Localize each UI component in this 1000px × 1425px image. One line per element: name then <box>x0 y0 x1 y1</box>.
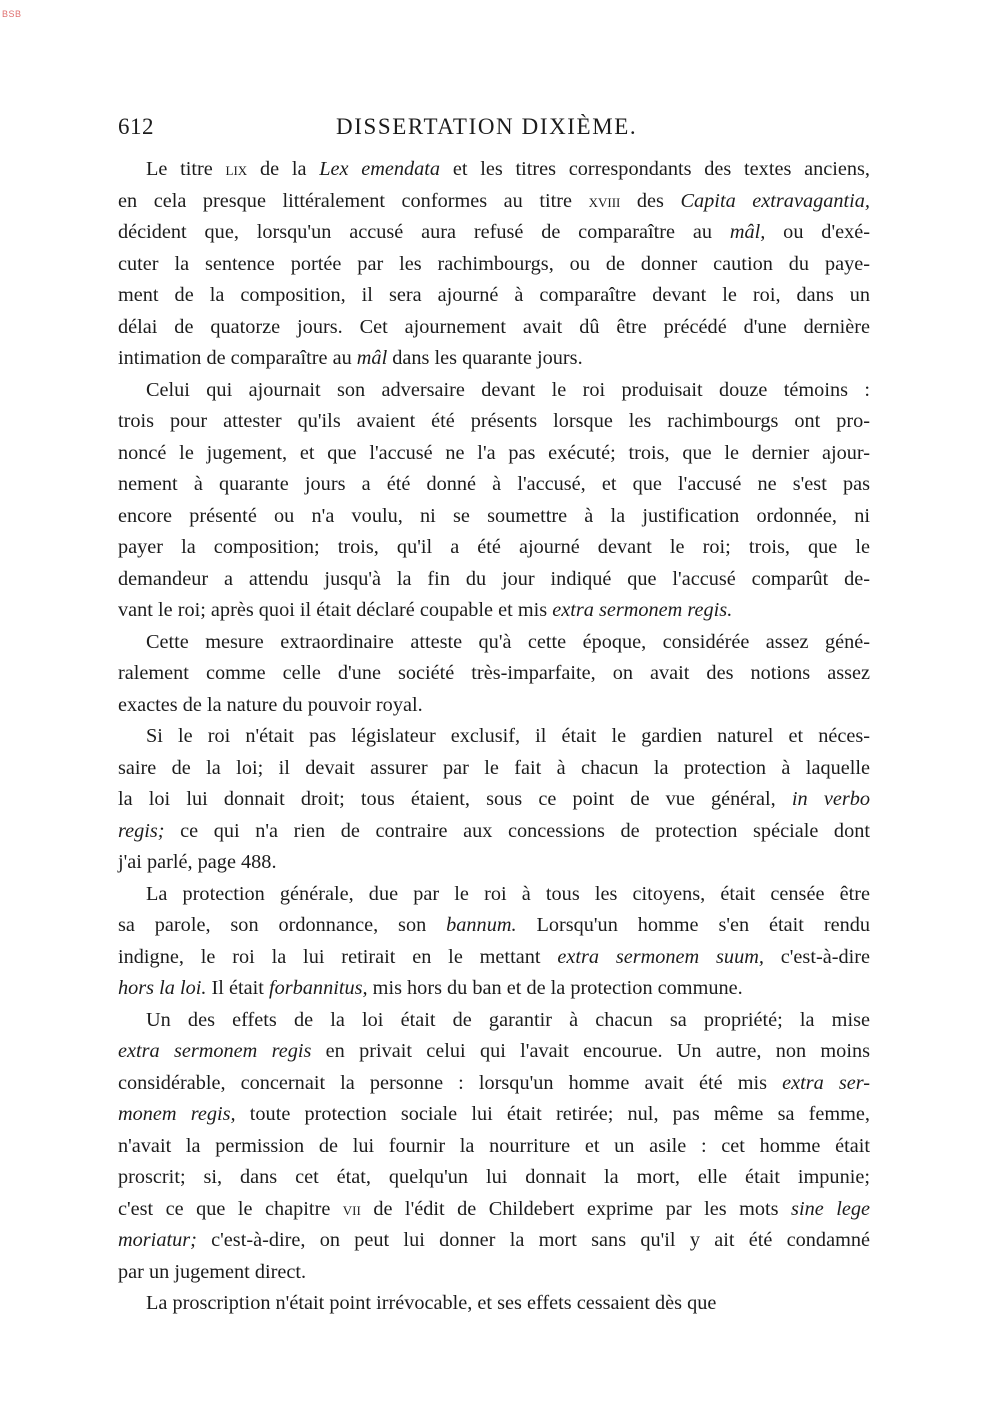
text-line <box>118 784 870 816</box>
text-run: dans les quarante jours. <box>387 347 583 369</box>
text-line <box>118 690 870 722</box>
text-run: sa parole, son ordonnance, son <box>118 914 447 936</box>
text-run: Celui qui ajournait son adversaire devant le roi produisait douze témoins : <box>146 378 870 401</box>
italic-run: Capita extravagantia, <box>680 189 870 212</box>
text-run: par un jugement direct. <box>118 1260 307 1283</box>
text-run: encore présenté ou n'a voulu, ni se soumettre à la justification ordonnée, ni <box>118 504 870 527</box>
text-run: demandeur a attendu jusqu'à la fin du jour indiqué que l'accusé comparût de- <box>118 567 870 590</box>
text-line <box>118 595 870 627</box>
text-run: indigne, le roi la lui retirait en le mettant <box>118 945 558 968</box>
text-line <box>118 973 870 1005</box>
text-run: et les titres correspondants des textes anciens, <box>440 158 870 180</box>
text-line <box>118 1162 870 1194</box>
text-run: vant le roi; après quoi il était déclaré coupable et mis <box>118 599 553 621</box>
text-line <box>118 910 870 942</box>
text-line <box>118 627 870 659</box>
text-run: décident que, lorsqu'un accusé aura refusé de comparaître au <box>118 221 730 243</box>
text-line <box>118 847 870 879</box>
text-run: payer la composition; trois, qu'il a été ajourné devant le roi; trois, que le <box>118 536 870 558</box>
paragraph <box>118 1005 870 1289</box>
paragraph <box>118 627 870 722</box>
text-line <box>118 564 870 596</box>
text-run: ce qui n'a rien de contraire aux concessions de protection spéciale dont <box>164 819 870 842</box>
paragraph <box>118 879 870 1005</box>
small-caps-run: lix <box>225 159 248 179</box>
italic-run: mâl <box>356 347 388 369</box>
text-run: ment de la composition, il sera ajourné à comparaître devant le roi, dans un <box>118 284 870 306</box>
paragraph <box>118 375 870 627</box>
text-run: La protection générale, due par le roi à tous les citoyens, était censée être <box>146 882 870 905</box>
text-run: intimation de comparaître au <box>118 347 357 369</box>
text-run: La proscription n'était point irrévocable, et ses effets cessaient dès que <box>146 1292 717 1314</box>
small-caps-run: vii <box>342 1198 361 1219</box>
italic-run: forbannitus, <box>268 977 368 999</box>
small-caps-run: xviii <box>588 190 621 211</box>
text-run: en cela presque littéralement conformes au titre <box>118 189 589 212</box>
text-run: trois pour attester qu'ils avaient été présents lorsque les rachimbourgs ont pro- <box>118 410 870 432</box>
text-run: exactes de la nature du pouvoir royal. <box>118 693 423 716</box>
italic-run: sine lege <box>791 1197 870 1220</box>
text-run: Le titre <box>146 158 226 180</box>
text-run: saire de la loi; il devait assurer par le fait à chacun la protection à laquelle <box>118 756 870 779</box>
text-line <box>118 1257 870 1289</box>
text-run: c'est ce que le chapitre <box>118 1197 343 1220</box>
text-line <box>118 942 870 974</box>
text-line <box>118 1068 870 1100</box>
text-line <box>118 879 870 911</box>
text-line <box>118 721 870 753</box>
text-run: de la <box>247 158 320 180</box>
text-run: c'est-à-dire, on peut lui donner la mort sans qu'il y ait été condamné <box>196 1229 870 1251</box>
italic-run: extra sermonem regis <box>118 1040 312 1062</box>
italic-run: bannum. <box>446 914 517 936</box>
text-line <box>118 469 870 501</box>
text-line <box>118 1194 870 1226</box>
text-line <box>118 1225 870 1257</box>
italic-run: Lex emendata <box>319 158 441 180</box>
text-line <box>118 501 870 533</box>
text-run: Il était <box>206 977 269 999</box>
text-line <box>118 438 870 470</box>
text-line <box>118 658 870 690</box>
text-run: considérable, concernait la personne : lorsqu'un homme avait été mis <box>118 1071 783 1094</box>
italic-run: regis; <box>118 819 165 842</box>
text-line <box>118 154 870 186</box>
paragraph <box>118 154 870 375</box>
italic-run: hors la loi. <box>118 977 207 999</box>
italic-run: mâl, <box>729 221 766 243</box>
library-stamp: BSB <box>2 9 22 19</box>
text-run: nement à quarante jours a été donné à l'accusé, et que l'accusé ne s'est pas <box>118 473 870 495</box>
paragraph <box>118 1288 870 1320</box>
text-run: Si le roi n'était pas législateur exclusif, il était le gardien naturel et néces- <box>146 725 870 747</box>
text-line <box>118 217 870 249</box>
text-run: j'ai parlé, page 488. <box>118 851 277 873</box>
text-line <box>118 816 870 848</box>
text-run: mis hors du ban et de la protection commune. <box>367 977 743 999</box>
text-line <box>118 375 870 407</box>
text-line <box>118 280 870 312</box>
text-line <box>118 312 870 344</box>
text-run: la loi lui donnait droit; tous étaient, sous ce point de vue général, <box>118 788 792 810</box>
text-run: n'avait la permission de lui fournir la nourriture et un asile : cet homme était <box>118 1134 870 1157</box>
text-run: délai de quatorze jours. Cet ajournement avait dû être précédé d'une dernière <box>118 315 870 338</box>
page-header <box>118 114 870 144</box>
italic-run: extra ser- <box>782 1071 870 1094</box>
text-run: de l'édit de Childebert exprime par les mots <box>360 1197 792 1220</box>
text-line <box>118 532 870 564</box>
text-line <box>118 1036 870 1068</box>
italic-run: monem regis, <box>118 1103 236 1125</box>
text-run: des <box>620 189 681 212</box>
paragraph <box>118 721 870 879</box>
page-body <box>118 154 870 1320</box>
text-line <box>118 249 870 281</box>
text-line <box>118 1099 870 1131</box>
text-run: en privait celui qui l'avait encourue. Un autre, non moins <box>311 1040 870 1062</box>
text-run: Cette mesure extraordinaire atteste qu'à cette époque, considérée assez géné- <box>146 630 870 653</box>
text-line <box>118 1005 870 1037</box>
italic-run: in verbo <box>791 788 870 810</box>
italic-run: moriatur; <box>118 1229 197 1251</box>
text-run: ralement comme celle d'une société très-imparfaite, on avait des notions assez <box>118 662 870 684</box>
text-line <box>118 1131 870 1163</box>
text-run: cuter la sentence portée par les rachimbourgs, ou de donner caution du paye- <box>118 252 870 275</box>
text-line <box>118 343 870 375</box>
text-run: toute protection sociale lui était retirée; nul, pas même sa femme, <box>235 1103 870 1125</box>
text-run: Lorsqu'un homme s'en était rendu <box>516 914 871 936</box>
text-run: noncé le jugement, et que l'accusé ne l'a pas exécuté; trois, que le dernier ajour- <box>118 441 870 464</box>
text-line <box>118 186 870 218</box>
text-line <box>118 1288 870 1320</box>
running-title: DISSERTATION DIXIÈME. <box>336 114 638 139</box>
text-run: proscrit; si, dans cet état, quelqu'un lui donnait la mort, elle était impunie; <box>118 1166 870 1188</box>
text-line <box>118 753 870 785</box>
italic-run: extra sermonem regis. <box>552 599 733 621</box>
text-run: c'est-à-dire <box>763 945 871 968</box>
text-run: Un des effets de la loi était de garantir à chacun sa propriété; la mise <box>146 1008 870 1031</box>
text-run: ou d'exé- <box>765 221 870 243</box>
page-number: 612 <box>118 114 154 139</box>
italic-run: extra sermonem suum, <box>557 945 764 968</box>
text-line <box>118 406 870 438</box>
